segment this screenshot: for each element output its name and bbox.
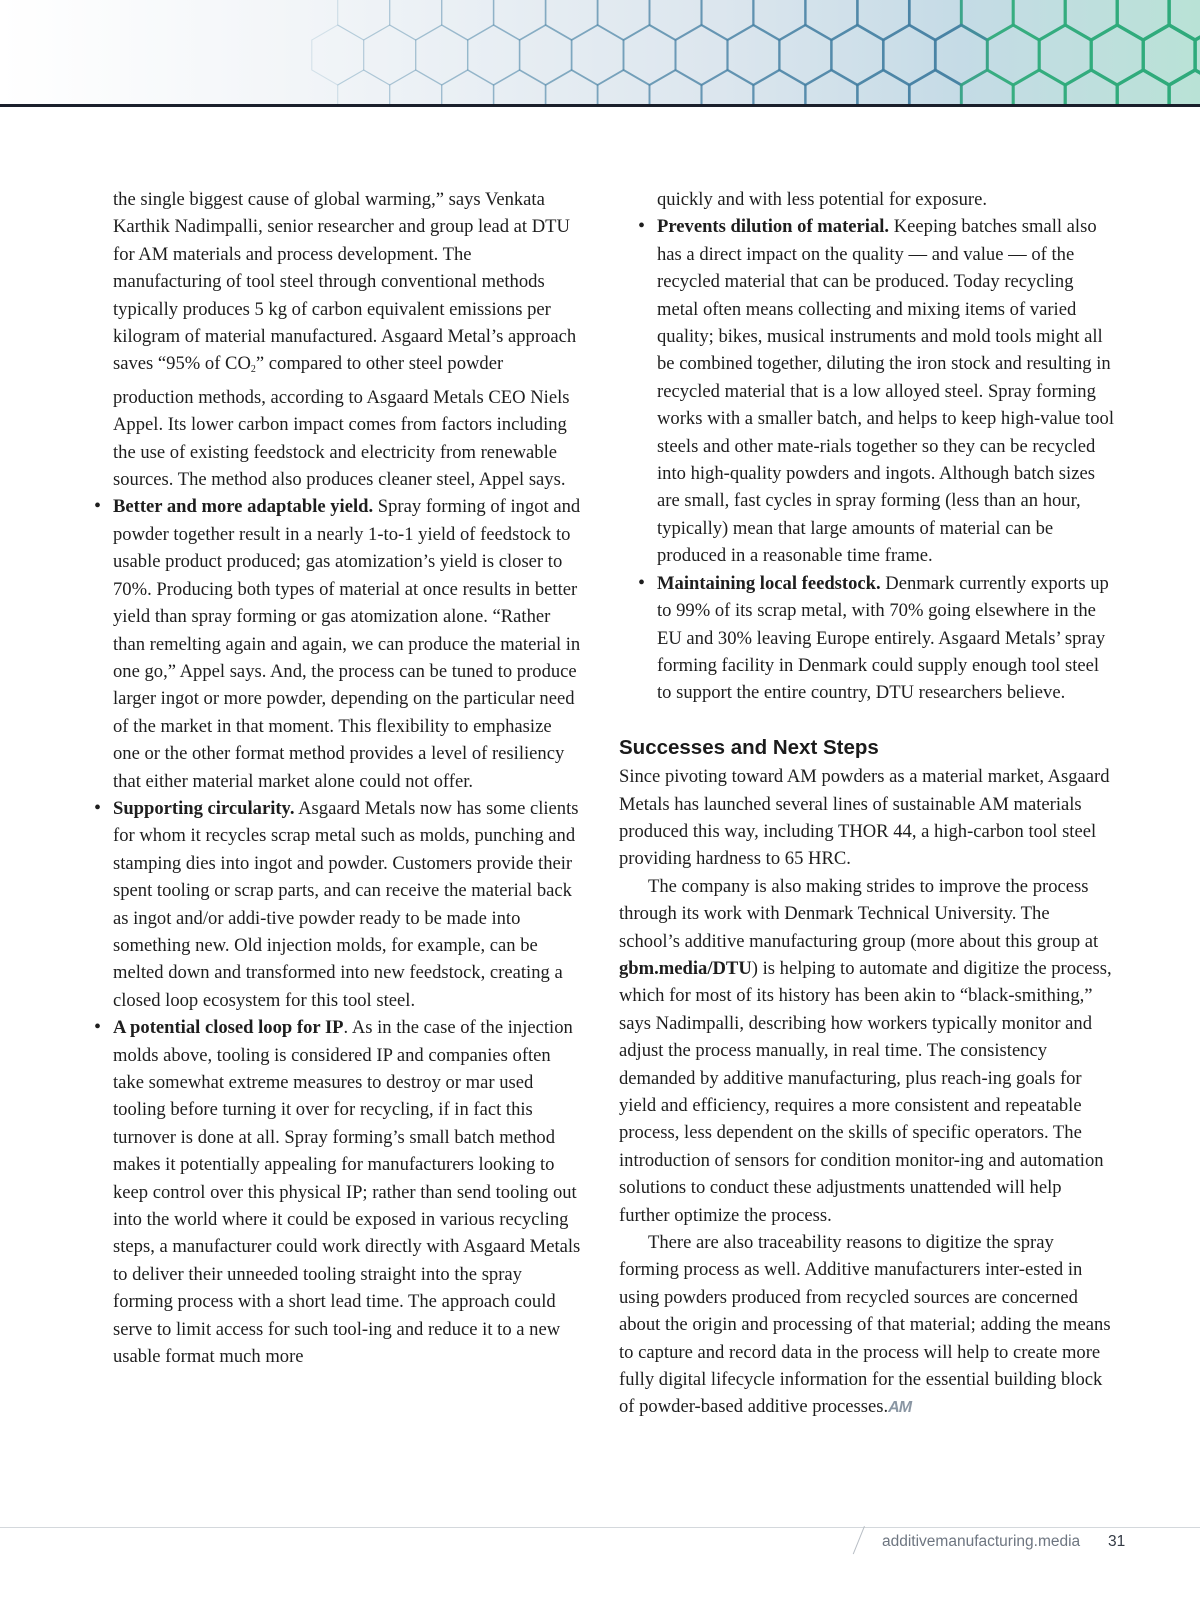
right-bullet-list [657, 213, 1114, 706]
hexagon-cell [1065, 70, 1117, 106]
hexagon-cell [598, 70, 650, 106]
continuation-text: quickly and with less potential for exposure. [657, 189, 987, 210]
hexagon-cell [857, 70, 909, 106]
hexagon-cell [1013, 0, 1065, 40]
hexagon-cell [624, 25, 676, 85]
hexagon-cell [1117, 70, 1169, 106]
hexagon-pattern [0, 0, 1200, 106]
bullet-lead: Maintaining local feedstock. [657, 572, 881, 594]
hexagon-cell [857, 0, 909, 40]
hexagon-cell [598, 0, 650, 40]
header-banner [0, 0, 1200, 106]
bullet-circularity: • Supporting circularity. Asgaard Metals now has some clients for whom it recycles scrap metal such as molds, punching and stamping dies into ingot and powder. Customers provide their spent tooling or scrap parts, and can receive the material back as ingot and/or addi-tive powder ready to be made into something new. Old injection molds, for example, can be melted down and transformed into new feedstock, creating a closed loop ecosystem for this tool steel. [113, 795, 583, 1014]
hexagon-cell [416, 25, 468, 85]
hexagon-cell [676, 25, 728, 85]
dtu-link[interactable]: gbm.media/DTU [619, 957, 752, 979]
right-column [619, 186, 1114, 1422]
hexagon-cell [494, 70, 546, 106]
hexagon-cell [312, 25, 364, 85]
left-column [113, 186, 583, 1370]
hexagon-cell [390, 70, 442, 106]
hexagon-cell [961, 0, 1013, 40]
hexagon-cell [702, 0, 754, 40]
left-bullet-list [113, 493, 583, 1370]
hexagon-cell [1117, 0, 1169, 40]
hexagon-cell [1065, 0, 1117, 40]
section-heading: Successes and Next Steps [619, 735, 879, 759]
hexagon-cell [1195, 25, 1200, 85]
bullet-dilution: • Prevents dilution of material. Keeping batches small also has a direct impact on the quality — and value — of the recycled material that can be produced. Today recycling metal often means collecting and mixing items of varied quality; bikes, musical instruments and mold tools might all be combined together, diluting the iron stock and resulting in recycled material that is a low alloyed steel. Spray forming works with a smaller batch, and helps to keep high-value tool steels and other mate-rials together so they can be recycled into high-quality powders and ingots. Although batch sizes are small, fast cycles in spray forming (less than an hour, typically) mean that large amounts of material can be produced in a reasonable time frame. [657, 213, 1114, 569]
hexagon-cell [909, 70, 961, 106]
hexagon-cell [520, 25, 572, 85]
hexagon-cell [494, 0, 546, 40]
paragraph: There are also traceability reasons to digitize the spray forming process as well. Additive manufacturers inter-ested in using powders produced from recycled sources are concerned about the origin and processing of that material; adding the means to capture and record data in the process will help to create more fully digital lifecycle information for the essential building block of powder-based additive processes.AM [619, 1232, 1111, 1418]
bullet-lead: Supporting circularity. [113, 797, 295, 819]
hexagon-cell [442, 0, 494, 40]
hexagon-cell [338, 0, 390, 40]
hexagon-cell [728, 25, 780, 85]
hexagon-cell [1169, 70, 1200, 106]
page-number: 31 [1108, 1533, 1126, 1550]
hexagon-cell [805, 0, 857, 40]
hexagon-cell [779, 25, 831, 85]
hexagon-cell [1013, 70, 1065, 106]
footer-rule [0, 1527, 1200, 1528]
hexagon-cell [753, 70, 805, 106]
hexagon-cell [546, 70, 598, 106]
hexagon-cell [831, 25, 883, 85]
footer-divider [853, 1526, 865, 1554]
hexagon-cell [753, 0, 805, 40]
bullet-ip: • A potential closed loop for IP. As in the case of the injection molds above, tooling is considered IP and companies often take somewhat extreme measures to destroy or mar used tooling before turning it over for recycling, if in fact this turnover is done at all. Spray forming’s small batch method makes it potentially appealing for manufacturers looking to keep control over this physical IP; rather than send tooling out into the world where it could be exposed in various recycling steps, a manufacturer could work directly with Asgaard Metals to deliver their unneeded tooling straight into the spray forming process with a short lead time. The approach could serve to limit access for such tool-ing and reduce it to a new usable format much more [113, 1014, 583, 1370]
bullet-yield: • Better and more adaptable yield. Spray forming of ingot and powder together result in a nearly 1-to-1 yield of feedstock to usable product produced; gas atomization’s yield is closer to 70%. Producing both types of material at once results in better yield than spray forming or gas atomization alone. “Rather than remelting again and again, we can produce the material in one go,” Appel says. And, the process can be tuned to produce larger ingot or more powder, depending on the particular need of the market in that moment. This flexibility to emphasize one or the other format method provides a level of resiliency that either material market alone could not offer. [113, 493, 583, 794]
bullet-local-feedstock: • Maintaining local feedstock. Denmark currently exports up to 99% of its scrap metal, with 70% going elsewhere in the EU and 30% leaving Europe entirely. Asgaard Metals’ spray forming facility in Denmark could supply enough tool steel to support the entire country, DTU researchers believe. [657, 570, 1114, 707]
intro-paragraph: the single biggest cause of global warming,” says Venkata Karthik Nadimpalli, senior researcher and group lead at DTU for AM materials and process development. The manufacturing of tool steel through conventional methods typically produces 5 kg of carbon equivalent emissions per kilogram of material manufactured. Asgaard Metal’s approach saves “95% of $CO_2$” compared to other steel powder production methods, according to Asgaard Metals CEO Niels Appel. Its lower carbon impact comes from factors including the use of existing feedstock and electricity from renewable sources. The method also produces cleaner steel, Appel says. [113, 189, 577, 491]
footer-site-link[interactable]: additivemanufacturing.media [882, 1533, 1081, 1550]
hexagon-cell [650, 70, 702, 106]
hexagon-cell [364, 25, 416, 85]
hexagon-cell [805, 70, 857, 106]
bullet-lead: Better and more adaptable yield. [113, 496, 374, 518]
hexagon-cell [338, 70, 390, 106]
bullet-lead: Prevents dilution of material. [657, 216, 890, 238]
header-rule [0, 104, 1200, 107]
hexagon-cell [909, 0, 961, 40]
paragraph: Since pivoting toward AM powders as a material market, Asgaard Metals has launched several lines of sustainable AM materials produced this way, including THOR 44, a high-carbon tool steel providing hardness to 65 HRC. [619, 766, 1110, 870]
hexagon-cell [442, 70, 494, 106]
bullet-lead: A potential closed loop for IP [113, 1017, 344, 1039]
hexagon-cell [468, 25, 520, 85]
paragraph: The company is also making strides to improve the process through its work with Denmark Technical University. The school’s additive manufacturing group (more about this group at gbm.media/DTU) is helping to automate and digitize the process, which for most of its history has been akin to “black-smithing,” says Nadimpalli, describing how workers typically monitor and adjust the process manually, in real time. The consistency demanded by additive manufacturing, plus reach-ing goals for yield and efficiency, requires a more consistent and repeatable process, less dependent on the skills of specific operators. The introduction of sensors for condition monitor-ing and automation solutions to conduct these adjustments unattended will help further optimize the process. [619, 875, 1112, 1226]
hexagon-cell [572, 25, 624, 85]
hexagon-cell [650, 0, 702, 40]
hexagon-cell [390, 0, 442, 40]
am-end-mark-icon: AM [888, 1399, 912, 1417]
hexagon-cell [961, 70, 1013, 106]
hexagon-cell [546, 0, 598, 40]
hexagon-cell [702, 70, 754, 106]
